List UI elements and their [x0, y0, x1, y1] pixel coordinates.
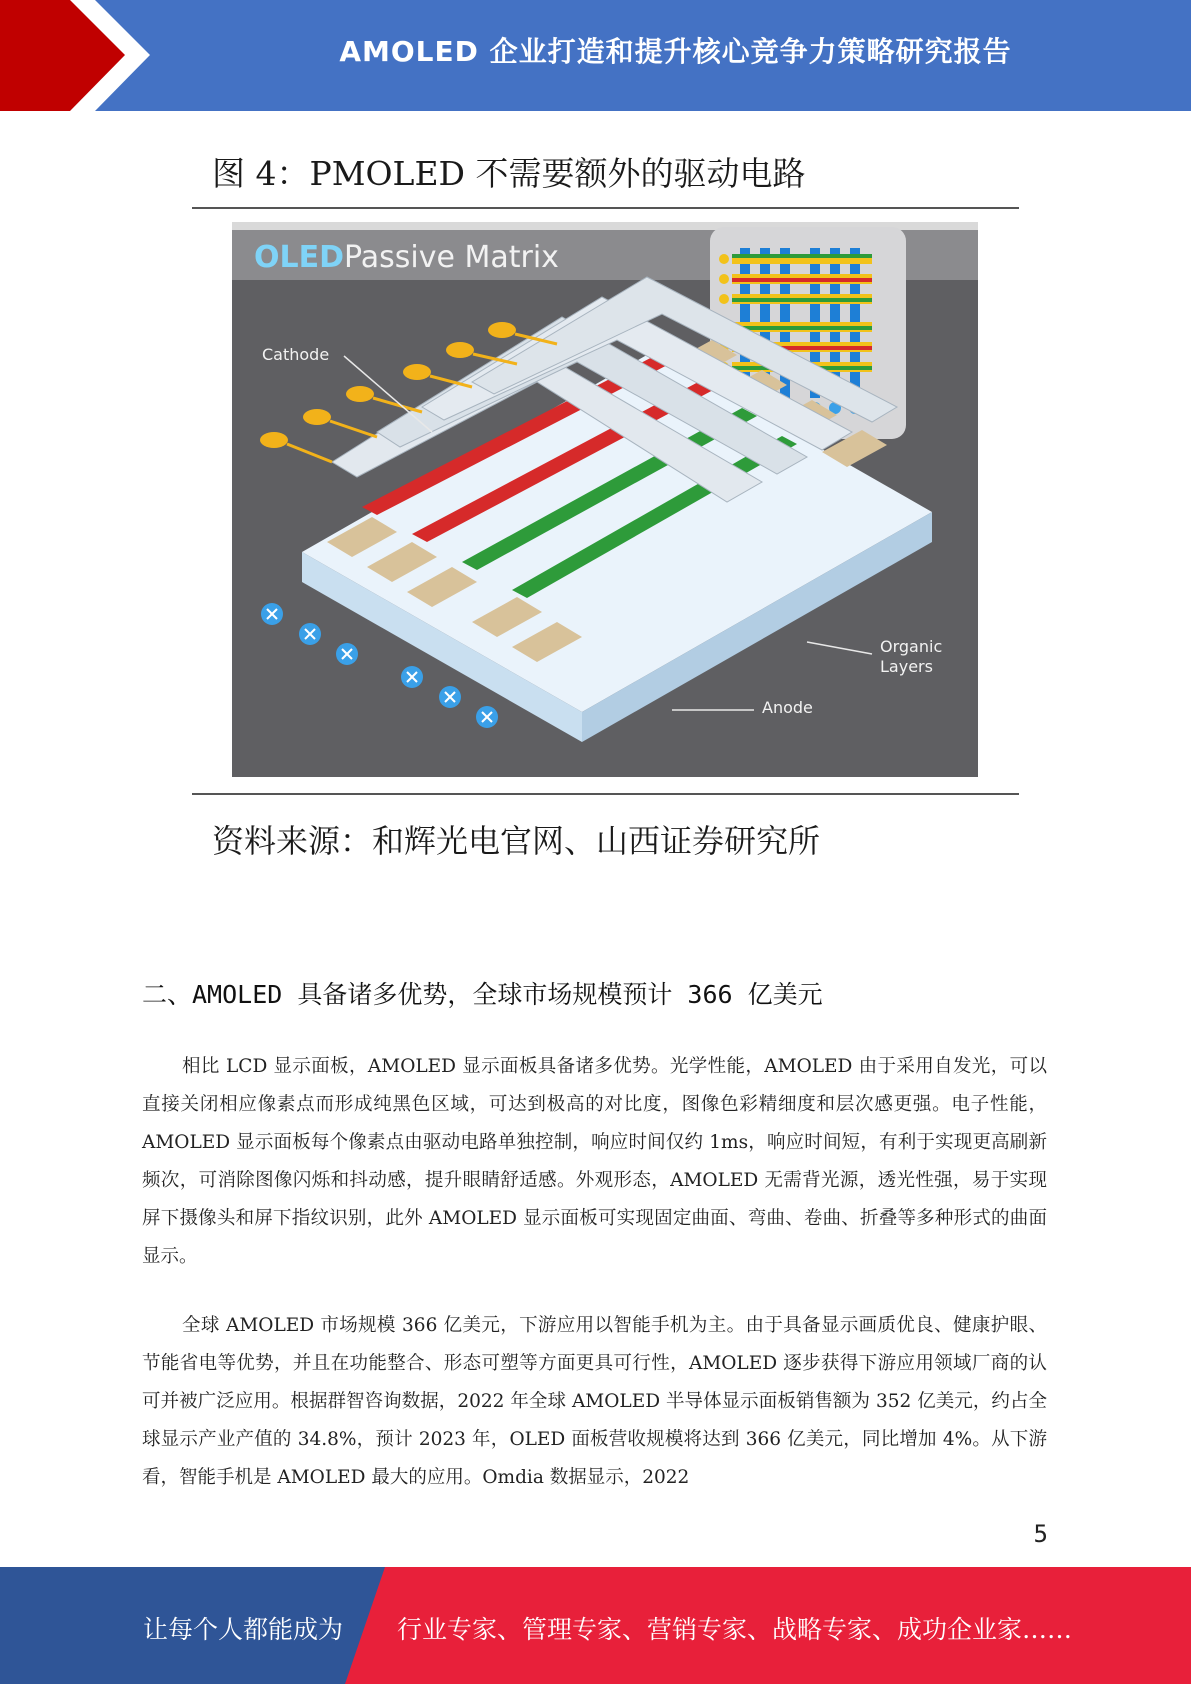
page-footer [0, 1567, 1191, 1684]
header-arrow-decoration [0, 0, 160, 111]
organic-layers-label-line1: Organic [880, 637, 943, 656]
figure-image-oled-passive-matrix [232, 222, 978, 777]
page-header [0, 0, 1191, 111]
footer-roles: 行业专家、管理专家、营销专家、战略专家、成功企业家…… [397, 1615, 1073, 1644]
paragraph-2: 全球 AMOLED 市场规模 366 亿美元，下游应用以智能手机为主。由于具备显示画质优良、健康护眼、节能省电等优势，并且在功能整合、形态可塑等方面更具可行性，AMOLED 逐步获得下游应用领域厂商的认可并被广泛应用。根据群智咨询数据，2022 年全球 AMOLED 半导体显示面板销售额为 352 亿美元，约占全球显示产业产值的 34.8%，预计 2023 年，OLED 面板营收规模将达到 366 亿美元，同比增加 4%。从下游看，智能手机是 AMOLED 最大的应用。Omdia 数据显示，2022 [142, 1315, 1047, 1488]
paragraph-1: 相比 LCD 显示面板，AMOLED 显示面板具备诸多优势。光学性能，AMOLED 由于采用自发光，可以直接关闭相应像素点而形成纯黑色区域，可达到极高的对比度，图像色彩精细度和层次感更强。电子性能，AMOLED 显示面板每个像素点由驱动电路单独控制，响应时间仅约 1ms，响应时间短，有利于实现更高刷新频次，可消除图像闪烁和抖动感，提升眼睛舒适感。外观形态，AMOLED 无需背光源，透光性强，易于实现屏下摄像头和屏下指纹识别，此外 AMOLED 显示面板可实现固定曲面、弯曲、卷曲、折叠等多种形式的曲面显示。 [142, 1056, 1047, 1267]
image-brand-oled: OLED [254, 240, 345, 275]
section-heading: 二、AMOLED 具备诸多优势，全球市场规模预计 366 亿美元 [142, 980, 823, 1009]
figure-top-rule [192, 207, 1019, 209]
organic-layers-label-line2: Layers [880, 657, 933, 676]
footer-slogan: 让每个人都能成为 [143, 1615, 344, 1644]
figure-title: 图 4：PMOLED 不需要额外的驱动电路 [212, 154, 806, 193]
anode-label: Anode [762, 698, 813, 717]
figure-source: 资料来源：和辉光电官网、山西证券研究所 [212, 822, 821, 860]
image-heading: Passive Matrix [344, 240, 559, 275]
figure-bottom-rule [192, 793, 1019, 795]
cathode-label: Cathode [262, 345, 330, 364]
report-title: AMOLED 企业打造和提升核心竞争力策略研究报告 [339, 35, 1012, 68]
page-number: 5 [1033, 1520, 1048, 1548]
